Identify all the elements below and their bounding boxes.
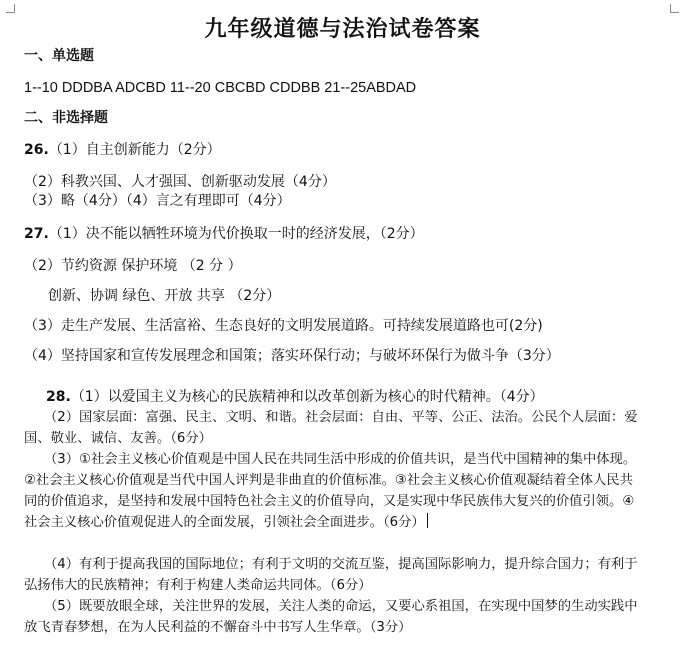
q28-part-3: [24, 449, 642, 533]
q26-part-3-4: （3）略（4分）（4）言之有理即可（4分）: [24, 193, 291, 209]
q28-part-5: （5）既要放眼全球，关注世界的发展，关注人类的命运，又要心系祖国，在实现中国梦的生动实践中放飞青春梦想，在为人民利益的不懈奋斗中书写人生华章。（3分）: [24, 599, 638, 635]
single-choice-answers: 1--10 DDDBA ADCBD 11--20 CBCBD CDDBB 21--25ABDAD: [24, 80, 417, 96]
q27-part-1: （1）决不能以牺牲环境为代价换取一时的经济发展，（2分）: [48, 226, 424, 242]
q26-line-1: [24, 142, 221, 158]
q27-number: 27.: [24, 226, 49, 242]
q28-part-3-text: （3）①社会主义核心价值观是中国人民在共同生活中形成的价值共识，是当代中国精神的集中体现。②社会主义核心价值观是当代中国人评判是非曲直的价值标准。③社会主义核心价值观凝结着全体人民共同的价值追求，是坚持和发展中国特色社会主义的价值导向，又是实现中华民族伟大复兴的价值引领。④社会主义核心价值观促进人的全面发展，引领社会全面进步。（6分）: [24, 452, 637, 530]
q26-number: 26.: [24, 142, 49, 158]
q27-part-3: （3）走生产发展、生活富裕、生态良好的文明发展道路。可持续发展道路也可(2分): [24, 318, 543, 334]
q28-part-4: （4）有利于提高我国的国际地位；有利于文明的交流互鉴，提高国际影响力，提升综合国力；有利于弘扬伟大的民族精神；有利于构建人类命运共同体。（6分）: [24, 557, 638, 593]
q28-number: 28.: [46, 389, 71, 405]
q26-part-1: （1）自主创新能力（2分）: [48, 142, 221, 158]
q26-part-2: （2）科教兴国、人才强国、创新驱动发展（4分）: [24, 174, 336, 190]
single-choice-heading: 一、单选题: [24, 48, 94, 64]
non-choice-heading: 二、非选择题: [24, 110, 108, 126]
q27-part-2-cont: 创新、协调 绿色、开放 共享 （2分）: [48, 288, 281, 304]
q28-part-1: （1）以爱国主义为核心的民族精神和以改革创新为核心的时代精神。（4分）: [70, 389, 544, 405]
q28-part-2: （2）国家层面：富强、民主、文明、和谐。社会层面：自由、平等、公正、法治。公民个人层面：爱国、敬业、诚信、友善。（6分）: [24, 410, 638, 446]
q27-part-4: （4）坚持国家和宣传发展理念和国策；落实环保行动；与破坏环保行为做斗争（3分）: [24, 348, 560, 364]
q28-line-1: [46, 389, 544, 405]
q27-line-1: [24, 226, 424, 242]
document-title: 九年级道德与法治试卷答案: [204, 16, 481, 42]
text-cursor: [427, 513, 428, 528]
q27-part-2: （2）节约资源 保护环境 （2 分 ）: [24, 258, 242, 274]
